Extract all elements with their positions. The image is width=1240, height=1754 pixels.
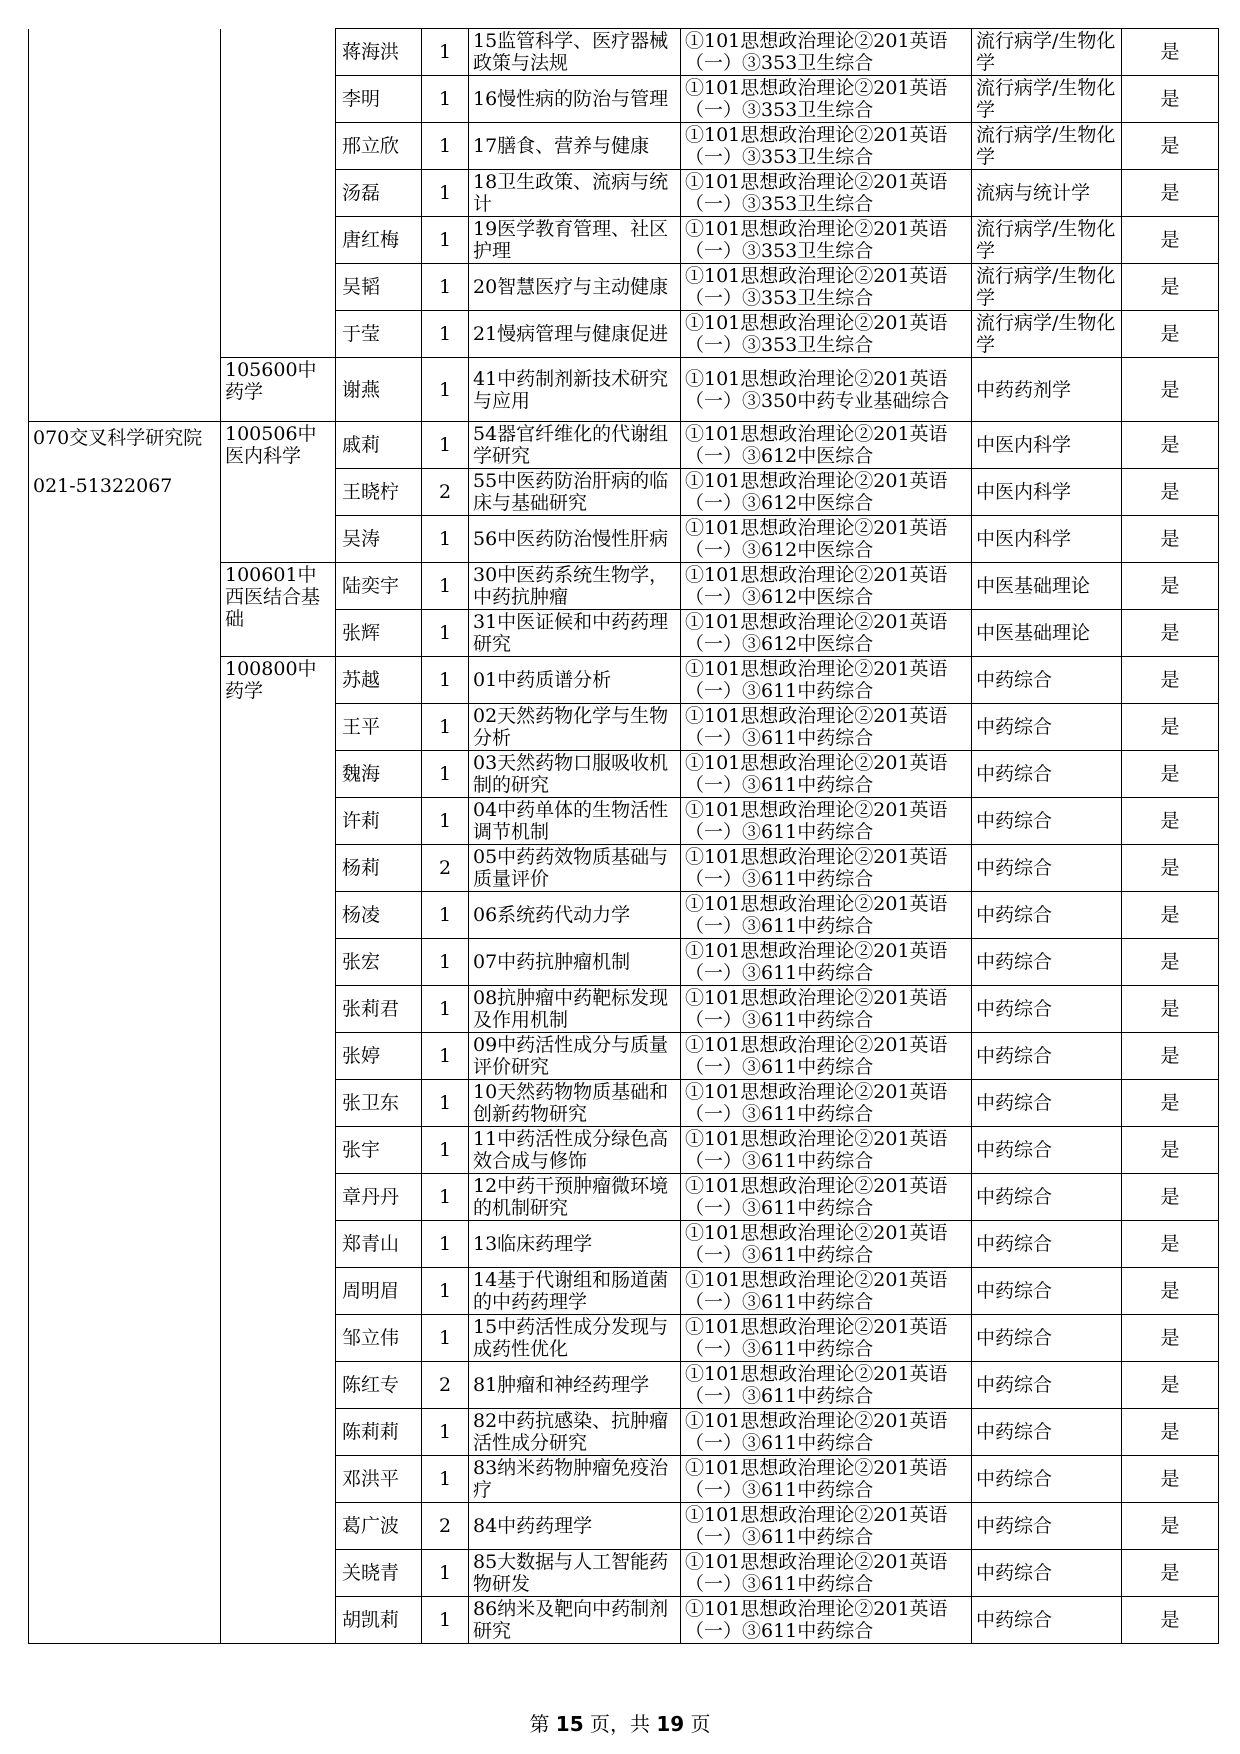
enrollment-count: 1: [422, 657, 469, 704]
retest-subject: 中药综合: [972, 892, 1122, 939]
exam-subjects: ①101思想政治理论②201英语（一）③611中药综合: [681, 751, 972, 798]
research-direction: 11中药活性成分绿色高效合成与修饰: [469, 1127, 681, 1174]
research-direction: 09中药活性成分与质量评价研究: [469, 1033, 681, 1080]
enrollment-count: 1: [422, 986, 469, 1033]
advisor-name: 张宇: [336, 1127, 422, 1174]
retest-subject: 中药综合: [972, 1221, 1122, 1268]
flag-value: 是: [1122, 1268, 1219, 1315]
advisor-name: 邹立伟: [336, 1315, 422, 1362]
enrollment-count: 1: [422, 704, 469, 751]
research-direction: 19医学教育管理、社区护理: [469, 217, 681, 264]
advisor-name: 张婷: [336, 1033, 422, 1080]
exam-subjects: ①101思想政治理论②201英语（一）③353卫生综合: [681, 76, 972, 123]
retest-subject: 流行病学/生物化学: [972, 76, 1122, 123]
advisor-name: 章丹丹: [336, 1174, 422, 1221]
advisor-name: 杨凌: [336, 892, 422, 939]
flag-value: 是: [1122, 704, 1219, 751]
current-page: 15: [555, 1712, 584, 1736]
flag-value: 是: [1122, 264, 1219, 311]
research-direction: 06系统药代动力学: [469, 892, 681, 939]
retest-subject: 中药综合: [972, 657, 1122, 704]
enrollment-count: 1: [422, 358, 469, 422]
research-direction: 01中药质谱分析: [469, 657, 681, 704]
retest-subject: 中药综合: [972, 1409, 1122, 1456]
retest-subject: 流行病学/生物化学: [972, 29, 1122, 76]
retest-subject: 中药综合: [972, 798, 1122, 845]
exam-subjects: ①101思想政治理论②201英语（一）③612中医综合: [681, 610, 972, 657]
research-direction: 21慢病管理与健康促进: [469, 311, 681, 358]
advisor-name: 陈红专: [336, 1362, 422, 1409]
research-direction: 20智慧医疗与主动健康: [469, 264, 681, 311]
enrollment-count: 2: [422, 469, 469, 516]
flag-value: 是: [1122, 892, 1219, 939]
flag-value: 是: [1122, 657, 1219, 704]
enrollment-count: 1: [422, 1174, 469, 1221]
enrollment-count: 2: [422, 1503, 469, 1550]
advisor-name: 周明眉: [336, 1268, 422, 1315]
retest-subject: 中药综合: [972, 1268, 1122, 1315]
advisor-name: 唐红梅: [336, 217, 422, 264]
research-direction: 84中药药理学: [469, 1503, 681, 1550]
enrollment-count: 1: [422, 1456, 469, 1503]
advisor-name: 邓洪平: [336, 1456, 422, 1503]
exam-subjects: ①101思想政治理论②201英语（一）③611中药综合: [681, 1080, 972, 1127]
enrollment-count: 1: [422, 892, 469, 939]
exam-subjects: ①101思想政治理论②201英语（一）③611中药综合: [681, 798, 972, 845]
exam-subjects: ①101思想政治理论②201英语（一）③611中药综合: [681, 1174, 972, 1221]
research-direction: 81肿瘤和神经药理学: [469, 1362, 681, 1409]
research-direction: 15监管科学、医疗器械政策与法规: [469, 29, 681, 76]
advisor-name: 杨莉: [336, 845, 422, 892]
institute-cell: [29, 422, 221, 1644]
retest-subject: 流行病学/生物化学: [972, 264, 1122, 311]
flag-value: 是: [1122, 610, 1219, 657]
admissions-table: [28, 28, 1219, 1644]
exam-subjects: ①101思想政治理论②201英语（一）③353卫生综合: [681, 123, 972, 170]
retest-subject: 中药综合: [972, 939, 1122, 986]
enrollment-count: 1: [422, 1127, 469, 1174]
research-direction: 83纳米药物肿瘤免疫治疗: [469, 1456, 681, 1503]
advisor-name: 王晓柠: [336, 469, 422, 516]
exam-subjects: ①101思想政治理论②201英语（一）③350中药专业基础综合: [681, 358, 972, 422]
major-cell: 105600中药学: [221, 358, 336, 422]
exam-subjects: ①101思想政治理论②201英语（一）③611中药综合: [681, 1268, 972, 1315]
retest-subject: 中药综合: [972, 845, 1122, 892]
retest-subject: 中药综合: [972, 1597, 1122, 1644]
flag-value: 是: [1122, 986, 1219, 1033]
exam-subjects: ①101思想政治理论②201英语（一）③611中药综合: [681, 1456, 972, 1503]
total-pages: 19: [656, 1712, 685, 1736]
enrollment-count: 1: [422, 264, 469, 311]
enrollment-count: 1: [422, 1409, 469, 1456]
retest-subject: 中药综合: [972, 1127, 1122, 1174]
flag-value: 是: [1122, 422, 1219, 469]
enrollment-count: 1: [422, 217, 469, 264]
retest-subject: 中医内科学: [972, 516, 1122, 563]
flag-value: 是: [1122, 358, 1219, 422]
research-direction: 55中医药防治肝病的临床与基础研究: [469, 469, 681, 516]
retest-subject: 中药综合: [972, 704, 1122, 751]
enrollment-count: 1: [422, 1315, 469, 1362]
research-direction: 41中药制剂新技术研究与应用: [469, 358, 681, 422]
retest-subject: 流行病学/生物化学: [972, 123, 1122, 170]
advisor-name: 魏海: [336, 751, 422, 798]
exam-subjects: ①101思想政治理论②201英语（一）③611中药综合: [681, 704, 972, 751]
flag-value: 是: [1122, 939, 1219, 986]
retest-subject: 流行病学/生物化学: [972, 217, 1122, 264]
retest-subject: 中药综合: [972, 1315, 1122, 1362]
retest-subject: 中医内科学: [972, 422, 1122, 469]
exam-subjects: ①101思想政治理论②201英语（一）③612中医综合: [681, 422, 972, 469]
enrollment-count: 2: [422, 845, 469, 892]
advisor-name: 李明: [336, 76, 422, 123]
retest-subject: 流病与统计学: [972, 170, 1122, 217]
advisor-name: 吴韬: [336, 264, 422, 311]
exam-subjects: ①101思想政治理论②201英语（一）③611中药综合: [681, 657, 972, 704]
advisor-name: 关晓青: [336, 1550, 422, 1597]
enrollment-count: 1: [422, 311, 469, 358]
table-row: [29, 29, 1219, 76]
research-direction: 12中药干预肿瘤微环境的机制研究: [469, 1174, 681, 1221]
enrollment-count: 1: [422, 939, 469, 986]
exam-subjects: ①101思想政治理论②201英语（一）③611中药综合: [681, 892, 972, 939]
retest-subject: 流行病学/生物化学: [972, 311, 1122, 358]
flag-value: 是: [1122, 1174, 1219, 1221]
major-cell: 100800中药学: [221, 657, 336, 1644]
flag-value: 是: [1122, 1409, 1219, 1456]
enrollment-count: 1: [422, 123, 469, 170]
advisor-name: 戚莉: [336, 422, 422, 469]
enrollment-count: 1: [422, 1080, 469, 1127]
major-cell: 100601中西医结合基础: [221, 563, 336, 657]
retest-subject: 中药综合: [972, 986, 1122, 1033]
enrollment-count: 1: [422, 610, 469, 657]
exam-subjects: ①101思想政治理论②201英语（一）③353卫生综合: [681, 170, 972, 217]
exam-subjects: ①101思想政治理论②201英语（一）③611中药综合: [681, 1362, 972, 1409]
advisor-name: 陈莉莉: [336, 1409, 422, 1456]
flag-value: 是: [1122, 1315, 1219, 1362]
research-direction: 15中药活性成分发现与成药性优化: [469, 1315, 681, 1362]
flag-value: 是: [1122, 751, 1219, 798]
enrollment-count: 1: [422, 422, 469, 469]
exam-subjects: ①101思想政治理论②201英语（一）③611中药综合: [681, 1550, 972, 1597]
retest-subject: 中药综合: [972, 1033, 1122, 1080]
enrollment-count: 2: [422, 1362, 469, 1409]
admissions-table-page: [28, 28, 1218, 1644]
enrollment-count: 1: [422, 1597, 469, 1644]
research-direction: 30中医药系统生物学，中药抗肿瘤: [469, 563, 681, 610]
footer-suffix: 页: [684, 1712, 711, 1736]
advisor-name: 张莉君: [336, 986, 422, 1033]
retest-subject: 中药综合: [972, 751, 1122, 798]
research-direction: 08抗肿瘤中药靶标发现及作用机制: [469, 986, 681, 1033]
exam-subjects: ①101思想政治理论②201英语（一）③611中药综合: [681, 1409, 972, 1456]
advisor-name: 张辉: [336, 610, 422, 657]
exam-subjects: ①101思想政治理论②201英语（一）③611中药综合: [681, 845, 972, 892]
exam-subjects: ①101思想政治理论②201英语（一）③353卫生综合: [681, 29, 972, 76]
enrollment-count: 1: [422, 1033, 469, 1080]
advisor-name: 张卫东: [336, 1080, 422, 1127]
flag-value: 是: [1122, 1597, 1219, 1644]
exam-subjects: ①101思想政治理论②201英语（一）③353卫生综合: [681, 264, 972, 311]
advisor-name: 邢立欣: [336, 123, 422, 170]
flag-value: 是: [1122, 845, 1219, 892]
flag-value: 是: [1122, 123, 1219, 170]
flag-value: 是: [1122, 76, 1219, 123]
enrollment-count: 1: [422, 563, 469, 610]
exam-subjects: ①101思想政治理论②201英语（一）③611中药综合: [681, 1033, 972, 1080]
footer-prefix: 第: [529, 1712, 556, 1736]
retest-subject: 中药综合: [972, 1456, 1122, 1503]
research-direction: 18卫生政策、流病与统计: [469, 170, 681, 217]
major-cell-continued: [221, 29, 336, 358]
exam-subjects: ①101思想政治理论②201英语（一）③353卫生综合: [681, 217, 972, 264]
advisor-name: 郑青山: [336, 1221, 422, 1268]
page-footer: [0, 1708, 1240, 1737]
retest-subject: 中药综合: [972, 1550, 1122, 1597]
research-direction: 86纳米及靶向中药制剂研究: [469, 1597, 681, 1644]
flag-value: 是: [1122, 469, 1219, 516]
institute-name: 070交叉科学研究院: [33, 427, 203, 449]
exam-subjects: ①101思想政治理论②201英语（一）③611中药综合: [681, 1597, 972, 1644]
flag-value: 是: [1122, 217, 1219, 264]
table-row: [29, 422, 1219, 469]
research-direction: 17膳食、营养与健康: [469, 123, 681, 170]
flag-value: 是: [1122, 311, 1219, 358]
flag-value: 是: [1122, 170, 1219, 217]
flag-value: 是: [1122, 1456, 1219, 1503]
retest-subject: 中药综合: [972, 1362, 1122, 1409]
enrollment-count: 1: [422, 751, 469, 798]
research-direction: 07中药抗肿瘤机制: [469, 939, 681, 986]
retest-subject: 中医内科学: [972, 469, 1122, 516]
research-direction: 02天然药物化学与生物分析: [469, 704, 681, 751]
advisor-name: 王平: [336, 704, 422, 751]
advisor-name: 蒋海洪: [336, 29, 422, 76]
flag-value: 是: [1122, 1550, 1219, 1597]
research-direction: 56中医药防治慢性肝病: [469, 516, 681, 563]
research-direction: 14基于代谢组和肠道菌的中药药理学: [469, 1268, 681, 1315]
exam-subjects: ①101思想政治理论②201英语（一）③611中药综合: [681, 986, 972, 1033]
exam-subjects: ①101思想政治理论②201英语（一）③353卫生综合: [681, 311, 972, 358]
research-direction: 04中药单体的生物活性调节机制: [469, 798, 681, 845]
advisor-name: 于莹: [336, 311, 422, 358]
research-direction: 03天然药物口服吸收机制的研究: [469, 751, 681, 798]
advisor-name: 苏越: [336, 657, 422, 704]
exam-subjects: ①101思想政治理论②201英语（一）③612中医综合: [681, 516, 972, 563]
flag-value: 是: [1122, 1127, 1219, 1174]
institute-cell-continued: [29, 29, 221, 422]
exam-subjects: ①101思想政治理论②201英语（一）③612中医综合: [681, 469, 972, 516]
exam-subjects: ①101思想政治理论②201英语（一）③611中药综合: [681, 1315, 972, 1362]
flag-value: 是: [1122, 1221, 1219, 1268]
research-direction: 16慢性病的防治与管理: [469, 76, 681, 123]
advisor-name: 许莉: [336, 798, 422, 845]
advisor-name: 吴涛: [336, 516, 422, 563]
exam-subjects: ①101思想政治理论②201英语（一）③612中医综合: [681, 563, 972, 610]
enrollment-count: 1: [422, 1550, 469, 1597]
enrollment-count: 1: [422, 798, 469, 845]
exam-subjects: ①101思想政治理论②201英语（一）③611中药综合: [681, 1221, 972, 1268]
retest-subject: 中医基础理论: [972, 563, 1122, 610]
research-direction: 85大数据与人工智能药物研发: [469, 1550, 681, 1597]
enrollment-count: 1: [422, 29, 469, 76]
flag-value: 是: [1122, 1362, 1219, 1409]
research-direction: 31中医证候和中药药理研究: [469, 610, 681, 657]
advisor-name: 胡凯莉: [336, 1597, 422, 1644]
major-cell: 100506中医内科学: [221, 422, 336, 563]
retest-subject: 中药综合: [972, 1080, 1122, 1127]
institute-phone: 021-51322067: [33, 475, 173, 497]
flag-value: 是: [1122, 516, 1219, 563]
exam-subjects: ①101思想政治理论②201英语（一）③611中药综合: [681, 939, 972, 986]
research-direction: 82中药抗感染、抗肿瘤活性成分研究: [469, 1409, 681, 1456]
exam-subjects: ①101思想政治理论②201英语（一）③611中药综合: [681, 1503, 972, 1550]
footer-middle: 页，共: [583, 1712, 657, 1736]
flag-value: 是: [1122, 1033, 1219, 1080]
retest-subject: 中医基础理论: [972, 610, 1122, 657]
flag-value: 是: [1122, 1080, 1219, 1127]
research-direction: 13临床药理学: [469, 1221, 681, 1268]
enrollment-count: 1: [422, 170, 469, 217]
research-direction: 05中药药效物质基础与质量评价: [469, 845, 681, 892]
flag-value: 是: [1122, 1503, 1219, 1550]
research-direction: 54器官纤维化的代谢组学研究: [469, 422, 681, 469]
research-direction: 10天然药物物质基础和创新药物研究: [469, 1080, 681, 1127]
enrollment-count: 1: [422, 1268, 469, 1315]
enrollment-count: 1: [422, 76, 469, 123]
flag-value: 是: [1122, 29, 1219, 76]
retest-subject: 中药综合: [972, 1174, 1122, 1221]
enrollment-count: 1: [422, 516, 469, 563]
advisor-name: 汤磊: [336, 170, 422, 217]
advisor-name: 谢燕: [336, 358, 422, 422]
advisor-name: 陆奕宇: [336, 563, 422, 610]
retest-subject: 中药综合: [972, 1503, 1122, 1550]
flag-value: 是: [1122, 798, 1219, 845]
advisor-name: 张宏: [336, 939, 422, 986]
advisor-name: 葛广波: [336, 1503, 422, 1550]
retest-subject: 中药药剂学: [972, 358, 1122, 422]
flag-value: 是: [1122, 563, 1219, 610]
enrollment-count: 1: [422, 1221, 469, 1268]
exam-subjects: ①101思想政治理论②201英语（一）③611中药综合: [681, 1127, 972, 1174]
